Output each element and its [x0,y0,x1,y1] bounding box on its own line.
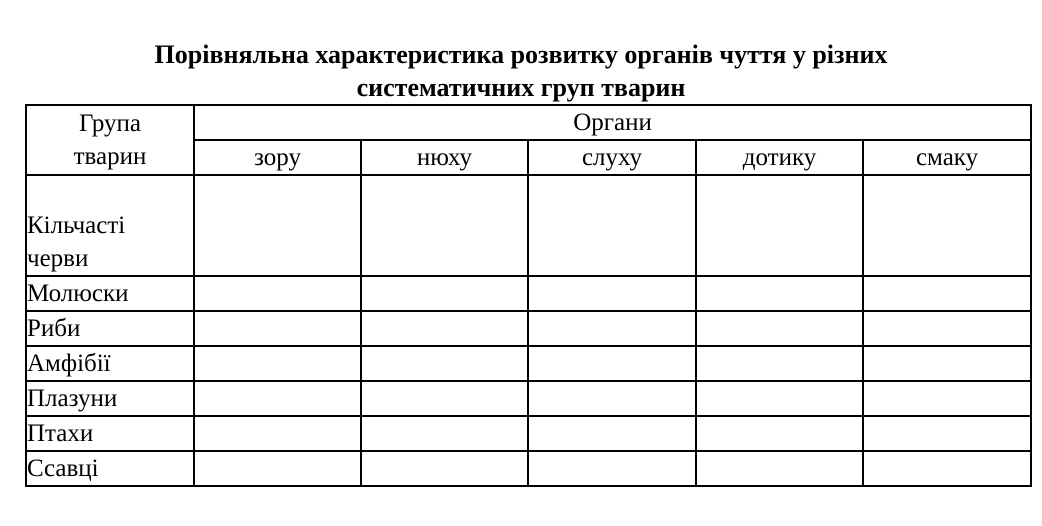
table-cell[interactable] [863,381,1031,416]
table-row [26,451,1031,486]
table-cell[interactable] [863,346,1031,381]
table-cell[interactable] [361,381,528,416]
table-cell[interactable] [194,451,361,486]
table-cell[interactable] [528,276,696,311]
table-cell[interactable] [528,311,696,346]
row-label [26,175,194,276]
table-cell[interactable] [528,381,696,416]
table-cell[interactable] [696,346,863,381]
table-cell[interactable] [863,451,1031,486]
row-label-line-2: черви [27,245,89,272]
table-cell[interactable] [194,381,361,416]
table-cell[interactable] [696,381,863,416]
table-cell[interactable] [528,175,696,276]
table-row [26,381,1031,416]
table-cell[interactable] [696,276,863,311]
table-cell[interactable] [696,311,863,346]
table-cell[interactable] [863,416,1031,451]
table-cell[interactable] [194,175,361,276]
table-cell[interactable] [528,346,696,381]
table-cell[interactable] [696,416,863,451]
document-title [0,38,1042,104]
comparison-table [25,104,1032,487]
table-cell[interactable] [194,311,361,346]
table-cell[interactable] [194,416,361,451]
table-cell[interactable] [361,276,528,311]
table-cell[interactable] [863,276,1031,311]
row-label: Птахи [26,416,194,451]
header-organ-smell: нюху [361,140,528,175]
title-line-2: систематичних груп тварин [356,73,686,102]
row-label: Ссавці [26,451,194,486]
table-cell[interactable] [361,416,528,451]
table-row [26,311,1031,346]
header-organ-taste: смаку [863,140,1031,175]
row-label: Молюски [26,276,194,311]
table-cell[interactable] [528,416,696,451]
table-cell[interactable] [361,346,528,381]
row-label: Риби [26,311,194,346]
table-row [26,416,1031,451]
table-cell[interactable] [194,346,361,381]
row-label: Плазуни [26,381,194,416]
header-organs: Органи [194,105,1031,140]
header-organ-vision: зору [194,140,361,175]
header-organ-touch: дотику [696,140,863,175]
table-cell[interactable] [361,175,528,276]
header-organ-hearing: слуху [528,140,696,175]
table-cell[interactable] [361,451,528,486]
header-animal-group-line-1: Група [78,110,142,137]
table-cell[interactable] [696,451,863,486]
table-cell[interactable] [863,175,1031,276]
table-row [26,175,1031,276]
table-cell[interactable] [194,276,361,311]
table-cell[interactable] [696,175,863,276]
title-line-1: Порівняльна характеристика розвитку органів чуття у різних [154,40,888,69]
table-cell[interactable] [361,311,528,346]
table-row [26,346,1031,381]
table-cell[interactable] [528,451,696,486]
header-animal-group [26,105,194,175]
table-row [26,276,1031,311]
row-label-line-1: Кільчасті [27,212,126,239]
row-label: Амфібії [26,346,194,381]
header-animal-group-line-2: тварин [73,143,147,170]
table-cell[interactable] [863,311,1031,346]
